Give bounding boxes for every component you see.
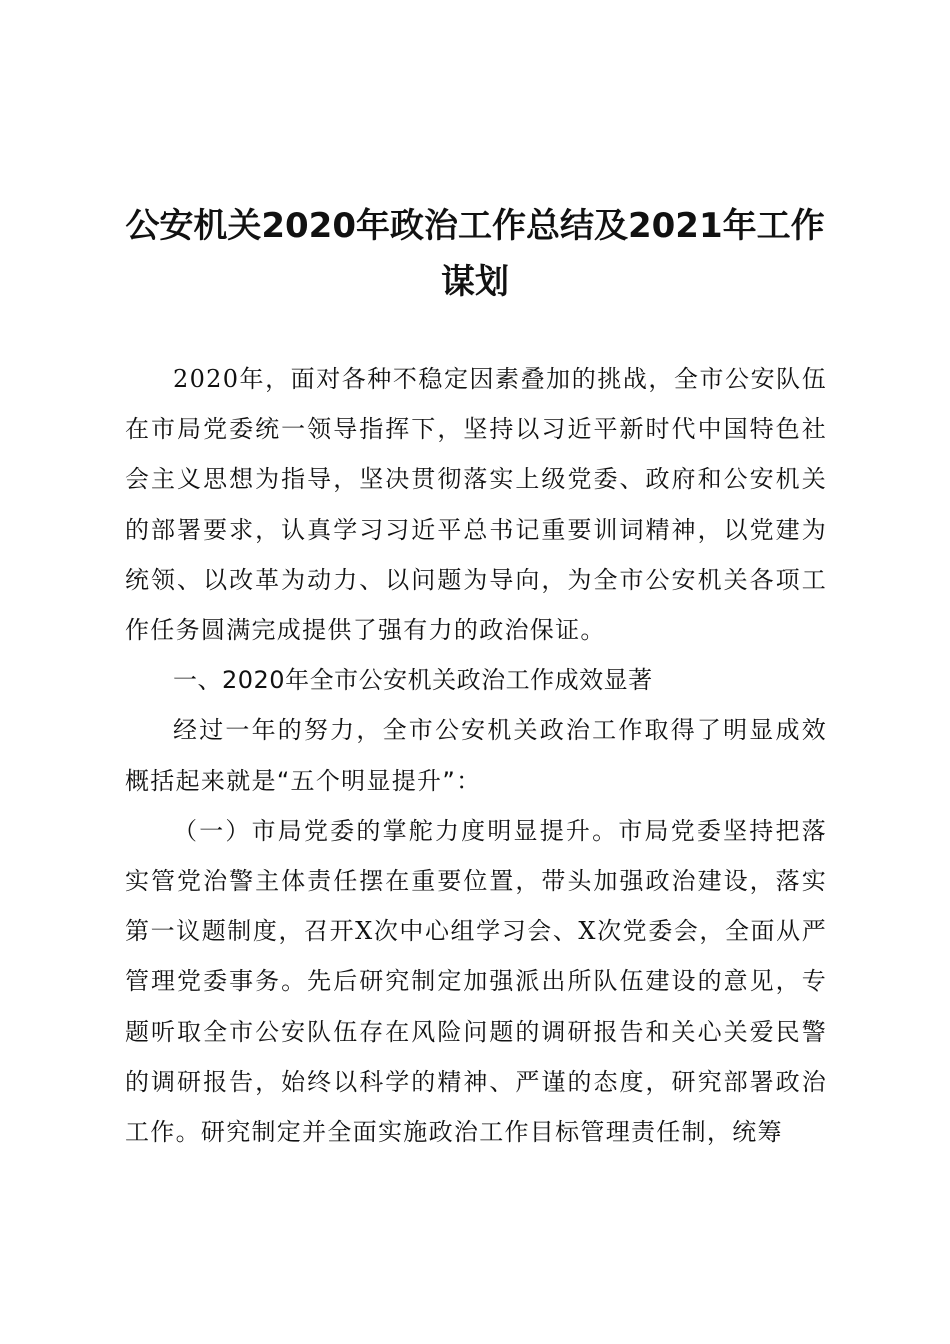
item-one-paragraph: （一）市局党委的掌舵力度明显提升。市局党委坚持把落实管党治警主体责任摆在重要位置，带头加强政治建设，落实第一议题制度，召开X次中心组学习会、X次党委会，全面从严管理党委事务。先后研究制定加强派出所队伍建设的意见，专题听取全市公安队伍存在风险问题的调研报告和关心关爱民警的调研报告，始终以科学的精神、严谨的态度，研究部署政治工作。研究制定并全面实施政治工作目标管理责任制，统筹: [125, 816, 827, 1147]
summary-paragraph: [125, 705, 827, 805]
document-title: 公安机关2020年政治工作总结及2021年工作谋划: [125, 206, 825, 302]
summary-lead-text: 经过一年的努力，全市公安机关政治工作取得了明显成效概括起来就是: [125, 716, 827, 795]
summary-highlight-text: “五个明显提升”: [276, 766, 457, 795]
summary-tail-text: ：: [456, 766, 482, 795]
intro-paragraph: 2020年，面对各种不稳定因素叠加的挑战，全市公安队伍在市局党委统一领导指挥下，坚持以习近平新时代中国特色社会主义思想为指导，坚决贯彻落实上级党委、政府和公安机关的部署要求，认真学习习近平总书记重要训词精神，以党建为统领、以改革为动力、以问题为导向，为全市公安机关各项工作任务圆满完成提供了强有力的政治保证。: [125, 365, 827, 645]
section-heading: 一、2020年全市公安机关政治工作成效显著: [173, 666, 653, 695]
document-body: [125, 354, 827, 1157]
